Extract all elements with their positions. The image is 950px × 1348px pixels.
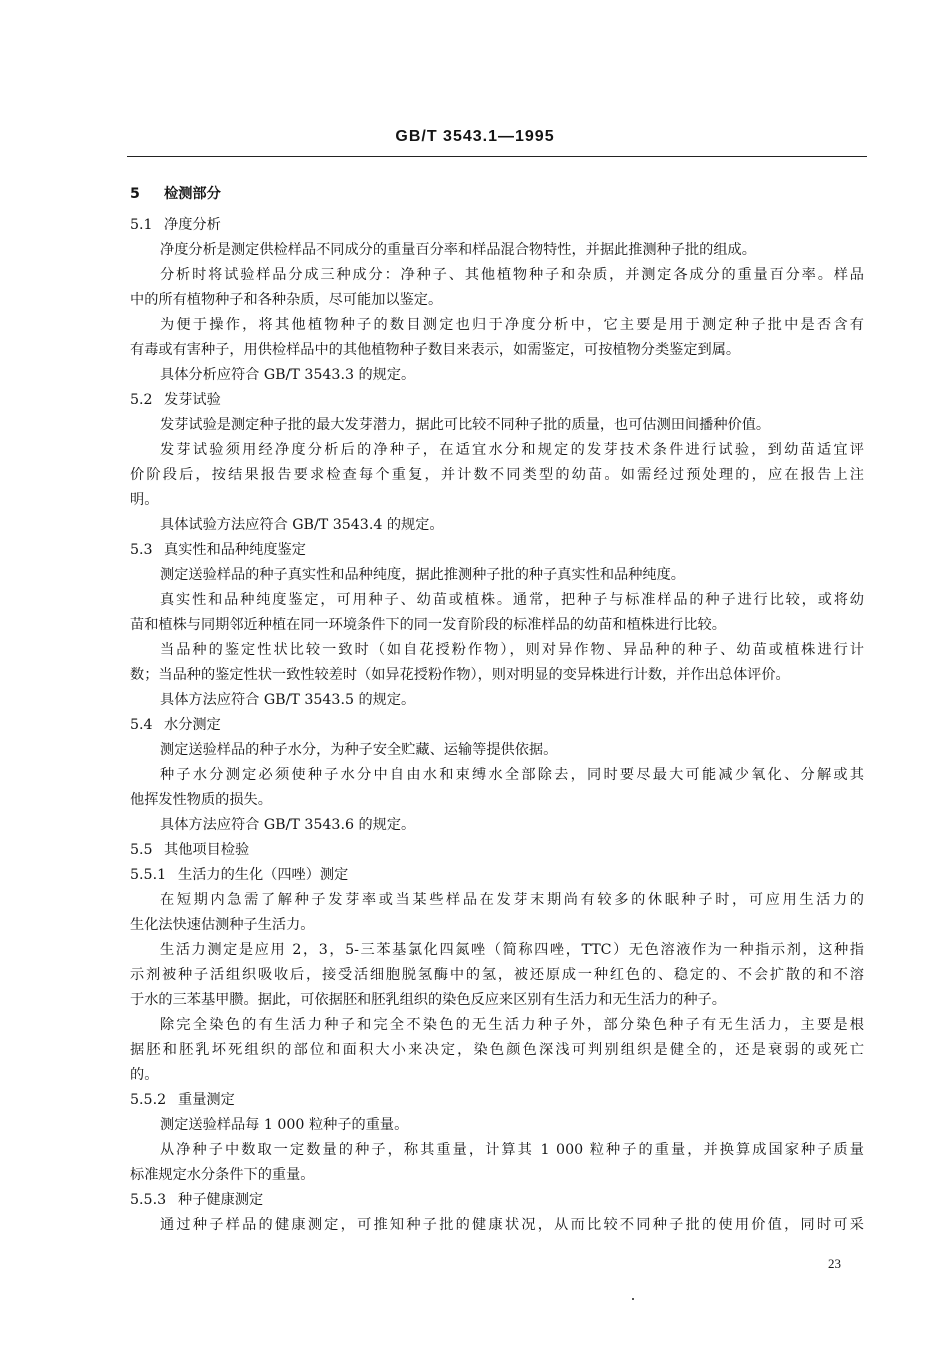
section-number: 5.1	[130, 217, 153, 233]
paragraph-line: 种子水分测定必须使种子水分中自由水和束缚水全部除去，同时要尽最大可能减少氧化、分解或其	[160, 767, 864, 783]
paragraph-line: 真实性和品种纯度鉴定，可用种子、幼苗或植株。通常，把种子与标准样品的种子进行比较，或将幼	[160, 592, 864, 608]
paragraph-line: 具体方法应符合 GB/T 3543.6 的规定。	[160, 817, 416, 833]
paragraph-line: 当品种的鉴定性状比较一致时（如自花授粉作物），则对异作物、异品种的种子、幼苗或植株进行计	[160, 642, 864, 658]
paragraph-line: 发芽试验须用经净度分析后的净种子，在适宜水分和规定的发芽技术条件进行试验，到幼苗适宜评	[160, 442, 864, 458]
section-title: 检测部分	[164, 186, 221, 202]
paragraph-line: 数；当品种的鉴定性状一致性较差时（如异花授粉作物），则对明显的变异株进行计数，并作出总体评价。	[130, 667, 790, 683]
section-title: 水分测定	[164, 717, 221, 733]
header-divider	[127, 156, 867, 157]
standard-code-header: GB/T 3543.1—1995	[395, 128, 555, 145]
section-number: 5.5.1	[130, 867, 167, 883]
section-title: 种子健康测定	[178, 1192, 264, 1208]
section-number: 5	[130, 186, 140, 202]
section-number: 5.2	[130, 392, 153, 408]
paragraph-line: 为便于操作，将其他植物种子的数目测定也归于净度分析中，它主要是用于测定种子批中是否含有	[160, 317, 864, 333]
section-5-5-heading	[130, 838, 864, 863]
section-5-1-heading	[130, 213, 864, 238]
paragraph-line: 明。	[130, 492, 159, 508]
paragraph-line: 价阶段后，按结果报告要求检查每个重复，并计数不同类型的幼苗。如需经过预处理的，应在报告上注	[130, 467, 864, 483]
paragraph-line: 发芽试验是测定种子批的最大发芽潜力，据此可比较不同种子批的质量，也可估测田间播种价值。	[160, 417, 771, 433]
paragraph-line: 他挥发性物质的损失。	[130, 792, 272, 808]
section-title: 其他项目检验	[164, 842, 250, 858]
section-title: 生活力的生化（四唑）测定	[178, 867, 349, 883]
section-number: 5.5.2	[130, 1092, 167, 1108]
document-body	[130, 182, 864, 1238]
section-5-2-heading	[130, 388, 864, 413]
paragraph-line: 净度分析是测定供检样品不同成分的重量百分率和样品混合物特性，并据此推测种子批的组成。	[160, 242, 756, 258]
paragraph-line: 通过种子样品的健康测定，可推知种子批的健康状况，从而比较不同种子批的使用价值，同时可采	[160, 1217, 864, 1233]
paragraph-line: 的。	[130, 1067, 159, 1083]
section-5-5-1-heading	[130, 863, 864, 888]
paragraph-line: 具体方法应符合 GB/T 3543.5 的规定。	[160, 692, 416, 708]
paragraph-line: 苗和植株与同期邻近种植在同一环境条件下的同一发育阶段的标准样品的幼苗和植株进行比较。	[130, 617, 726, 633]
section-number: 5.4	[130, 717, 153, 733]
section-5-3-heading	[130, 538, 864, 563]
paragraph-line: 测定送验样品每 1 000 粒种子的重量。	[160, 1117, 409, 1133]
section-title: 净度分析	[164, 217, 221, 233]
paragraph-line: 测定送验样品的种子真实性和品种纯度，据此推测种子批的种子真实性和品种纯度。	[160, 567, 685, 583]
paragraph-line: 生活力测定是应用 2，3，5-三苯基氯化四氮唑（简称四唑，TTC）无色溶液作为一种指示剂，这种指	[160, 942, 864, 958]
scan-speck	[632, 1298, 634, 1300]
paragraph-line: 从净种子中数取一定数量的种子，称其重量，计算其 1 000 粒种子的重量，并换算成国家种子质量	[160, 1142, 864, 1158]
section-title: 真实性和品种纯度鉴定	[164, 542, 306, 558]
paragraph-line: 标准规定水分条件下的重量。	[130, 1167, 315, 1183]
section-5-heading	[130, 182, 864, 207]
section-number: 5.5	[130, 842, 153, 858]
section-5-4-heading	[130, 713, 864, 738]
section-5-5-3-heading	[130, 1188, 864, 1213]
paragraph-line: 具体分析应符合 GB/T 3543.3 的规定。	[160, 367, 416, 383]
paragraph-line: 具体试验方法应符合 GB/T 3543.4 的规定。	[160, 517, 444, 533]
paragraph-line: 中的所有植物种子和各种杂质，尽可能加以鉴定。	[130, 292, 443, 308]
paragraph-line: 有毒或有害种子，用供检样品中的其他植物种子数目来表示，如需鉴定，可按植物分类鉴定到属。	[130, 342, 741, 358]
section-title: 重量测定	[178, 1092, 235, 1108]
section-title: 发芽试验	[164, 392, 221, 408]
page-number: 23	[828, 1256, 841, 1271]
paragraph-line: 据胚和胚乳坏死组织的部位和面积大小来决定，染色颜色深浅可判别组织是健全的，还是衰弱的或死亡	[130, 1042, 864, 1058]
paragraph-line: 分析时将试验样品分成三种成分：净种子、其他植物种子和杂质，并测定各成分的重量百分率。样品	[160, 267, 864, 283]
paragraph-line: 在短期内急需了解种子发芽率或当某些样品在发芽末期尚有较多的休眠种子时，可应用生活力的	[160, 892, 864, 908]
section-5-5-2-heading	[130, 1088, 864, 1113]
paragraph-line: 除完全染色的有生活力种子和完全不染色的无生活力种子外，部分染色种子有无生活力，主要是根	[160, 1017, 864, 1033]
section-number: 5.3	[130, 542, 153, 558]
paragraph-line: 于水的三苯基甲臜。据此，可依据胚和胚乳组织的染色反应来区别有生活力和无生活力的种子。	[130, 992, 726, 1008]
paragraph-line: 测定送验样品的种子水分，为种子安全贮藏、运输等提供依据。	[160, 742, 558, 758]
paragraph-line: 示剂被种子活组织吸收后，接受活细胞脱氢酶中的氢，被还原成一种红色的、稳定的、不会扩散的和不溶	[130, 967, 864, 983]
paragraph-line: 生化法快速估测种子生活力。	[130, 917, 315, 933]
section-number: 5.5.3	[130, 1192, 167, 1208]
